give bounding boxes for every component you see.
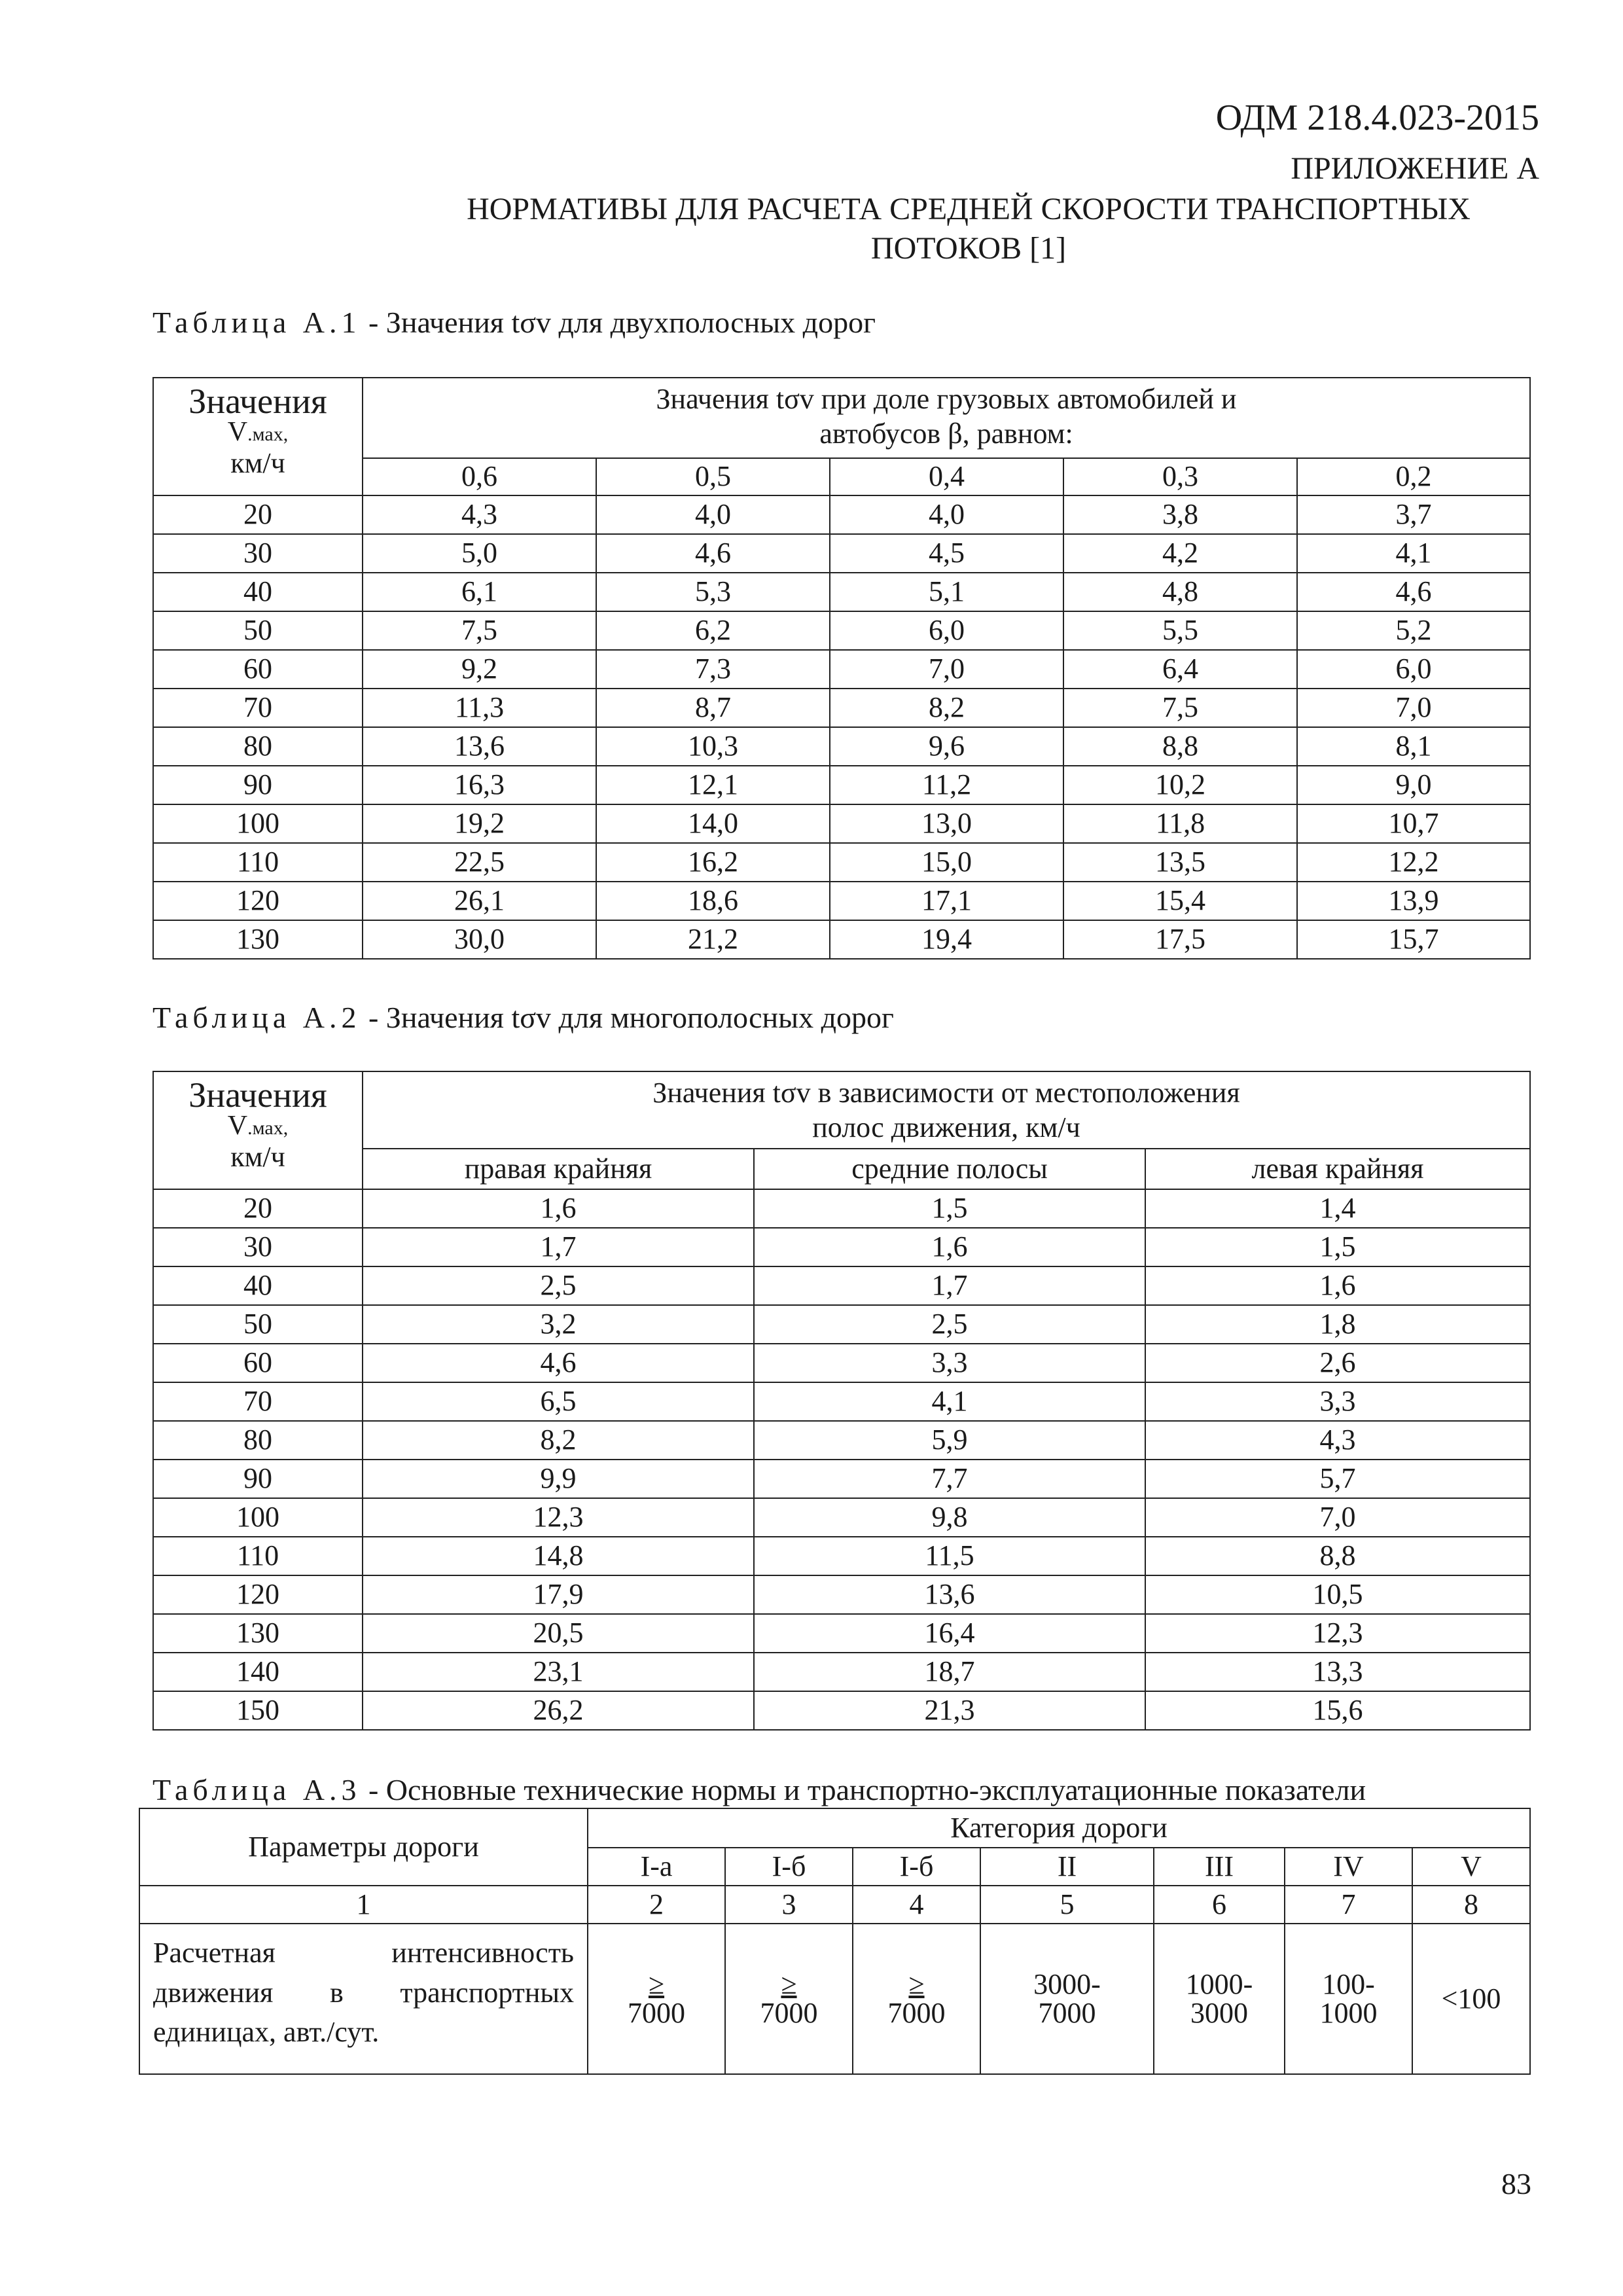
speed-cell: 40: [153, 573, 363, 611]
value-cell: 12,2: [1297, 843, 1530, 882]
value-cell: 11,3: [363, 689, 596, 727]
table-row: [153, 1653, 1530, 1691]
value-cell: 4,1: [1297, 534, 1530, 573]
value-cell: 17,1: [830, 882, 1063, 920]
appendix-label: ПРИЛОЖЕНИЕ А: [1291, 151, 1539, 186]
value-cell: 10,2: [1063, 766, 1297, 804]
header-line: Значения: [188, 1075, 327, 1115]
speed-cell: 80: [153, 1421, 363, 1460]
value-cell: 11,8: [1063, 804, 1297, 843]
value-cell: 19,4: [830, 920, 1063, 959]
table-row: [153, 1614, 1530, 1653]
category-cell: III: [1154, 1848, 1285, 1886]
caption-lead: Таблица А.1: [152, 306, 361, 339]
document-code: ОДМ 218.4.023-2015: [1215, 98, 1539, 138]
speed-cell: 110: [153, 1537, 363, 1575]
value-cell: 1,5: [754, 1189, 1145, 1228]
category-cell: II: [980, 1848, 1154, 1886]
lane-column-header: левая крайняя: [1145, 1149, 1530, 1189]
value-cell: 3,3: [1145, 1382, 1530, 1421]
value-cell: 21,3: [754, 1691, 1145, 1730]
speed-cell: 20: [153, 495, 363, 534]
table-row: [153, 843, 1530, 882]
value-cell: 12,3: [1145, 1614, 1530, 1653]
speed-column-header: [153, 1071, 363, 1189]
table-row: [153, 573, 1530, 611]
value-cell: 8,1: [1297, 727, 1530, 766]
column-number: 3: [725, 1886, 853, 1924]
table-row: [153, 1498, 1530, 1537]
category-header: Категория дороги: [588, 1808, 1530, 1848]
value-cell: 8,8: [1063, 727, 1297, 766]
value-cell: 1,8: [1145, 1305, 1530, 1344]
speed-cell: 110: [153, 843, 363, 882]
value-cell: 2,5: [754, 1305, 1145, 1344]
value-cell: 15,7: [1297, 920, 1530, 959]
value-cell: 13,6: [363, 727, 596, 766]
value-cell: 11,2: [830, 766, 1063, 804]
value-cell: 13,0: [830, 804, 1063, 843]
value-cell: 9,8: [754, 1498, 1145, 1537]
value-cell: 16,4: [754, 1614, 1145, 1653]
column-number: 2: [588, 1886, 725, 1924]
value-cell: 5,0: [363, 534, 596, 573]
table-row: [153, 1460, 1530, 1498]
table-a3: [139, 1808, 1531, 2075]
speed-cell: 70: [153, 689, 363, 727]
value-cell: 6,5: [363, 1382, 754, 1421]
title-line-2: ПОТОКОВ [1]: [870, 231, 1067, 266]
table-row: [153, 1189, 1530, 1228]
header-unit: км/ч: [230, 446, 285, 479]
intensity-value: 100- 1000: [1285, 1924, 1412, 2074]
value-cell: 9,2: [363, 650, 596, 689]
value-cell: 4,1: [754, 1382, 1145, 1421]
intensity-value: 1000- 3000: [1154, 1924, 1285, 2074]
value-cell: 13,6: [754, 1575, 1145, 1614]
category-cell: I-б: [853, 1848, 980, 1886]
caption-text: - Значения tσv для двухполосных дорог: [361, 306, 876, 339]
speed-cell: 120: [153, 882, 363, 920]
value-cell: 7,5: [1063, 689, 1297, 727]
column-number: 5: [980, 1886, 1154, 1924]
intensity-value: ≥ 7000: [725, 1924, 853, 2074]
value-cell: 14,8: [363, 1537, 754, 1575]
caption-text: - Значения tσv для многополосных дорог: [361, 1001, 894, 1034]
title-line-1: НОРМАТИВЫ ДЛЯ РАСЧЕТА СРЕДНЕЙ СКОРОСТИ ТРАНСПОРТНЫХ: [467, 192, 1471, 226]
page-title: [0, 190, 1623, 268]
speed-cell: 90: [153, 766, 363, 804]
table-row: [153, 650, 1530, 689]
value-cell: 26,1: [363, 882, 596, 920]
group-header-line-2: автобусов β, равном:: [819, 417, 1073, 450]
value-cell: 5,9: [754, 1421, 1145, 1460]
value-cell: 3,8: [1063, 495, 1297, 534]
speed-cell: 70: [153, 1382, 363, 1421]
value-cell: 4,2: [1063, 534, 1297, 573]
table-row: [153, 920, 1530, 959]
value-cell: 17,9: [363, 1575, 754, 1614]
value-cell: 6,0: [1297, 650, 1530, 689]
group-header-line-2: полос движения, км/ч: [812, 1111, 1080, 1143]
value-cell: 19,2: [363, 804, 596, 843]
value-cell: 14,0: [596, 804, 830, 843]
value-cell: 5,7: [1145, 1460, 1530, 1498]
value-cell: 4,5: [830, 534, 1063, 573]
speed-cell: 20: [153, 1189, 363, 1228]
value-cell: 3,2: [363, 1305, 754, 1344]
value-cell: 4,6: [1297, 573, 1530, 611]
table-row: [153, 1575, 1530, 1614]
header-unit: км/ч: [230, 1140, 285, 1173]
speed-cell: 80: [153, 727, 363, 766]
speed-cell: 130: [153, 1614, 363, 1653]
table-a1-caption: [152, 305, 876, 340]
speed-cell: 60: [153, 650, 363, 689]
speed-column-header: [153, 378, 363, 495]
group-header-line-1: Значения tσv при доле грузовых автомобилей и: [656, 383, 1237, 415]
column-number: 4: [853, 1886, 980, 1924]
share-column-header: 0,6: [363, 458, 596, 495]
speed-cell: 130: [153, 920, 363, 959]
param-header: Параметры дороги: [139, 1808, 588, 1886]
lane-column-header: средние полосы: [754, 1149, 1145, 1189]
table-row: [153, 1305, 1530, 1344]
value-cell: 1,7: [754, 1266, 1145, 1305]
value-cell: 5,2: [1297, 611, 1530, 650]
value-cell: 6,1: [363, 573, 596, 611]
lane-column-header: правая крайняя: [363, 1149, 754, 1189]
value-cell: 4,3: [1145, 1421, 1530, 1460]
speed-cell: 120: [153, 1575, 363, 1614]
value-cell: 17,5: [1063, 920, 1297, 959]
value-cell: 15,0: [830, 843, 1063, 882]
value-cell: 5,1: [830, 573, 1063, 611]
value-cell: 1,7: [363, 1228, 754, 1266]
value-cell: 4,0: [830, 495, 1063, 534]
value-cell: 30,0: [363, 920, 596, 959]
intensity-value: <100: [1412, 1924, 1530, 2074]
share-column-header: 0,2: [1297, 458, 1530, 495]
share-column-header: 0,5: [596, 458, 830, 495]
caption-lead: Таблица А.2: [152, 1001, 361, 1034]
value-cell: 8,8: [1145, 1537, 1530, 1575]
category-cell: I-б: [725, 1848, 853, 1886]
table-row: [153, 882, 1530, 920]
value-cell: 1,6: [754, 1228, 1145, 1266]
value-cell: 7,0: [1145, 1498, 1530, 1537]
column-number: 6: [1154, 1886, 1285, 1924]
value-cell: 7,7: [754, 1460, 1145, 1498]
intensity-value: ≥ 7000: [853, 1924, 980, 2074]
share-column-header: 0,3: [1063, 458, 1297, 495]
value-cell: 7,5: [363, 611, 596, 650]
table-row: [153, 1266, 1530, 1305]
value-cell: 22,5: [363, 843, 596, 882]
value-cell: 3,3: [754, 1344, 1145, 1382]
column-number: 8: [1412, 1886, 1530, 1924]
column-number: 7: [1285, 1886, 1412, 1924]
table-row: [153, 1344, 1530, 1382]
table-row: [153, 727, 1530, 766]
speed-cell: 90: [153, 1460, 363, 1498]
value-cell: 7,0: [1297, 689, 1530, 727]
speed-cell: 100: [153, 1498, 363, 1537]
page-number: 83: [1501, 2167, 1531, 2200]
value-cell: 16,2: [596, 843, 830, 882]
value-cell: 2,6: [1145, 1344, 1530, 1382]
lane-group-header: [363, 1071, 1530, 1149]
value-cell: 4,6: [596, 534, 830, 573]
share-column-header: 0,4: [830, 458, 1063, 495]
value-cell: 13,9: [1297, 882, 1530, 920]
table-row: [153, 611, 1530, 650]
intensity-value: 3000- 7000: [980, 1924, 1154, 2074]
header-symbol: V.мах,: [227, 1111, 289, 1141]
value-cell: 8,7: [596, 689, 830, 727]
category-cell: V: [1412, 1848, 1530, 1886]
caption-lead: Таблица А.3: [152, 1773, 361, 1806]
value-cell: 26,2: [363, 1691, 754, 1730]
value-cell: 13,5: [1063, 843, 1297, 882]
value-cell: 10,3: [596, 727, 830, 766]
value-cell: 10,7: [1297, 804, 1530, 843]
speed-cell: 30: [153, 1228, 363, 1266]
table-row: [153, 534, 1530, 573]
value-cell: 9,9: [363, 1460, 754, 1498]
value-cell: 8,2: [830, 689, 1063, 727]
value-cell: 1,5: [1145, 1228, 1530, 1266]
value-cell: 6,2: [596, 611, 830, 650]
table-row: [153, 804, 1530, 843]
column-number: 1: [139, 1886, 588, 1924]
caption-text: - Основные технические нормы и транспортно-эксплуатационные показатели: [361, 1773, 1366, 1806]
header-line: Значения: [188, 382, 327, 421]
value-cell: 12,3: [363, 1498, 754, 1537]
intensity-value: ≥ 7000: [588, 1924, 725, 2074]
table-row: [153, 1691, 1530, 1730]
table-row: [153, 689, 1530, 727]
value-cell: 6,4: [1063, 650, 1297, 689]
value-cell: 6,0: [830, 611, 1063, 650]
speed-cell: 30: [153, 534, 363, 573]
speed-cell: 100: [153, 804, 363, 843]
group-header-line-1: Значения tσv в зависимости от местоположения: [652, 1077, 1240, 1109]
value-cell: 20,5: [363, 1614, 754, 1653]
table-a3-caption: [152, 1772, 1366, 1807]
param-label: Расчетная интенсивность движения в транспортных единицах, авт./сут.: [139, 1924, 588, 2074]
value-cell: 15,6: [1145, 1691, 1530, 1730]
value-cell: 18,6: [596, 882, 830, 920]
speed-cell: 40: [153, 1266, 363, 1305]
table-row: [153, 1228, 1530, 1266]
value-cell: 4,0: [596, 495, 830, 534]
value-cell: 18,7: [754, 1653, 1145, 1691]
speed-cell: 50: [153, 611, 363, 650]
category-cell: IV: [1285, 1848, 1412, 1886]
value-cell: 13,3: [1145, 1653, 1530, 1691]
value-cell: 12,1: [596, 766, 830, 804]
category-cell: I-а: [588, 1848, 725, 1886]
value-cell: 9,0: [1297, 766, 1530, 804]
speed-cell: 150: [153, 1691, 363, 1730]
value-cell: 5,5: [1063, 611, 1297, 650]
header-symbol: V.мах,: [227, 417, 289, 448]
value-cell: 7,3: [596, 650, 830, 689]
table-a2: [152, 1071, 1531, 1731]
table-a2-caption: [152, 1000, 894, 1035]
value-cell: 16,3: [363, 766, 596, 804]
value-cell: 8,2: [363, 1421, 754, 1460]
table-row: [153, 1382, 1530, 1421]
value-cell: 3,7: [1297, 495, 1530, 534]
table-row: [153, 1421, 1530, 1460]
value-cell: 1,6: [1145, 1266, 1530, 1305]
value-cell: 15,4: [1063, 882, 1297, 920]
table-row: [153, 766, 1530, 804]
value-cell: 1,6: [363, 1189, 754, 1228]
table-row: [153, 1537, 1530, 1575]
value-cell: 9,6: [830, 727, 1063, 766]
value-cell: 4,6: [363, 1344, 754, 1382]
value-cell: 5,3: [596, 573, 830, 611]
value-cell: 4,8: [1063, 573, 1297, 611]
speed-cell: 50: [153, 1305, 363, 1344]
speed-cell: 140: [153, 1653, 363, 1691]
value-cell: 2,5: [363, 1266, 754, 1305]
table-row: [153, 495, 1530, 534]
value-cell: 11,5: [754, 1537, 1145, 1575]
speed-cell: 60: [153, 1344, 363, 1382]
table-a1: [152, 377, 1531, 960]
value-cell: 21,2: [596, 920, 830, 959]
value-cell: 23,1: [363, 1653, 754, 1691]
value-cell: 4,3: [363, 495, 596, 534]
value-cell: 7,0: [830, 650, 1063, 689]
value-cell: 1,4: [1145, 1189, 1530, 1228]
value-cell: 10,5: [1145, 1575, 1530, 1614]
share-group-header: [363, 378, 1530, 458]
